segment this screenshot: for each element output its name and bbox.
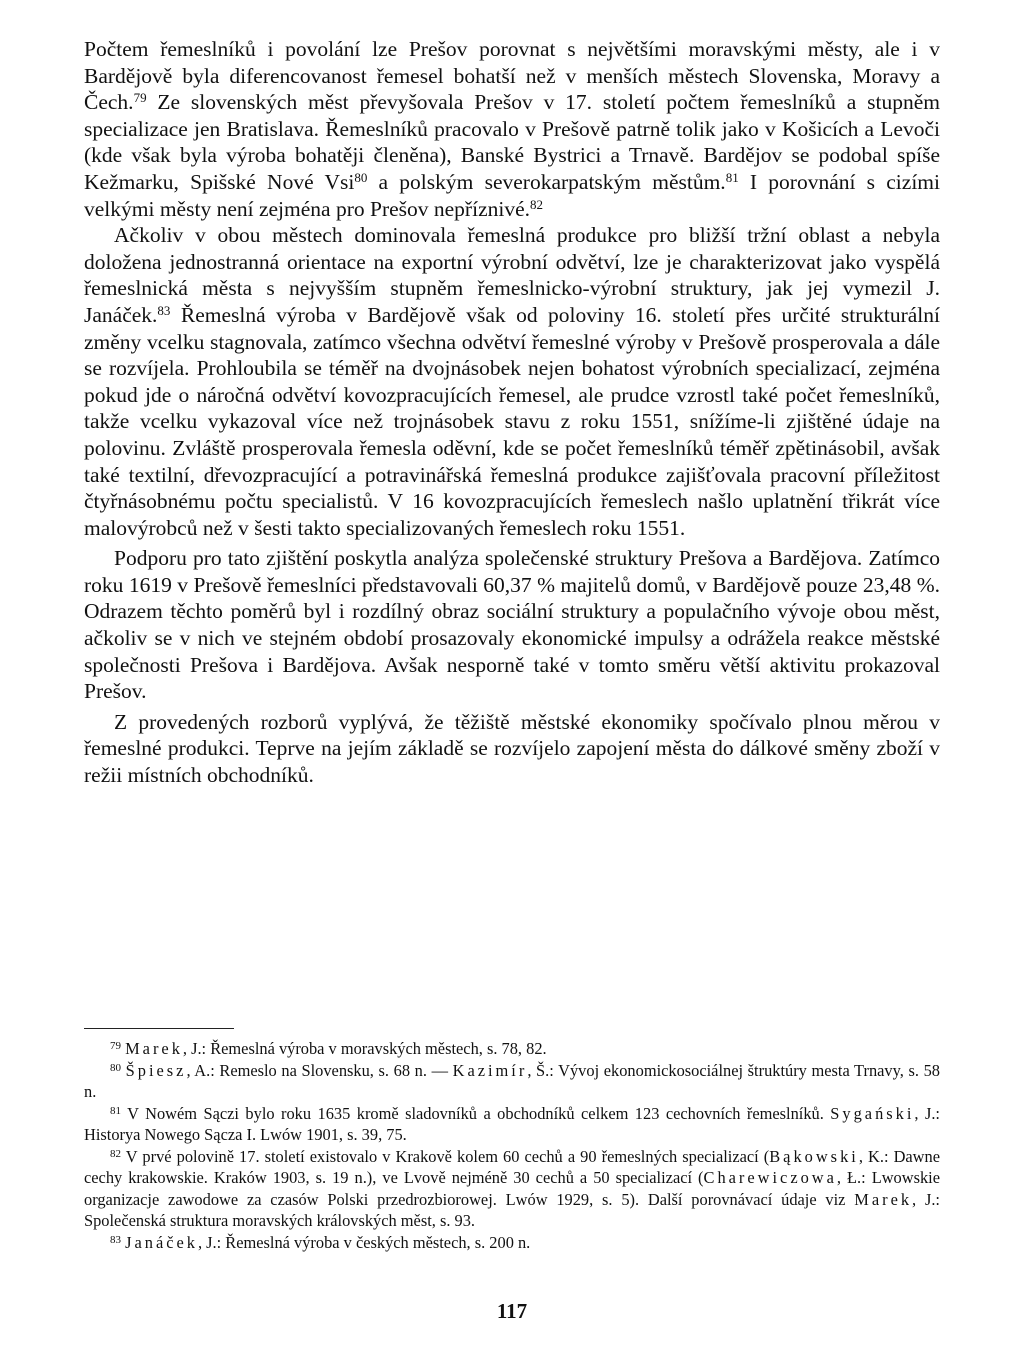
footnote-text: , J.: Společenská struktura moravských královských měst, s. 93. — [84, 1189, 940, 1230]
footnotes — [84, 1038, 940, 1253]
author-name: Kazimír — [452, 1060, 528, 1080]
footnote-80 — [84, 1060, 940, 1103]
paragraph-text: I porovnání s cizími velkými městy není zejména pro Prešov nepříznivé. — [84, 169, 940, 221]
author-name: Charewiczowa — [703, 1168, 837, 1187]
footnote-text: , A.: Remeslo na Slovensku, s. 68 n. — — [186, 1060, 453, 1080]
author-name: Janáček — [125, 1232, 198, 1252]
footnote-number: 83 — [110, 1233, 121, 1246]
footnote-ref: 80 — [354, 169, 368, 185]
paragraph-2 — [84, 222, 940, 541]
paragraph-text: a polským severokarpatským městům. — [367, 169, 726, 194]
footnote-ref: 79 — [133, 90, 147, 106]
footnote-number: 81 — [110, 1104, 121, 1117]
footnote-ref: 81 — [725, 169, 739, 185]
footnote-text: , J.: Řemeslná výroba v českých městech, s. 200 n. — [197, 1232, 531, 1252]
footnote-ref: 83 — [157, 302, 171, 318]
author-name: Marek — [125, 1039, 183, 1058]
author-name: Marek — [854, 1189, 913, 1209]
author-name: Špiesz — [125, 1060, 187, 1080]
footnote-text: , Ł.: Lwowskie organizacje zawodowe za czasów Polski przedrozbiorowej. Lwów 1929, s. 5). Další porovnávací údaje viz — [84, 1168, 940, 1209]
paragraph-text: Ze slovenských měst převyšovala Prešov v 17. století počtem řemeslníků a stupněm specializace jen Bratislava. Řemeslníků pracovalo v Prešově patrně tolik jako v Košicích a Levoči (kde však byla výroba bohatěji členěna), Banské Bystrici a Trnavě. Bardějov se podobal spíše Kežmarku, Spišské Nové Vsi — [84, 90, 940, 194]
paragraph-text: Řemeslná výroba v Bardějově však od poloviny 16. století přes určité strukturální změny vcelku stagnovala, zatímco všechna odvětví řemeslné výroby v Prešově prosperovala a dále se rozvíjela. Prohloubila se téměř na dvojnásobek nejen bohatost výrobních specializací, zejména pokud jde o náročná odvětví kovozpracujících řemesel, ale prudce vzrostl také počet řemeslníků, takže vcelku vykazoval více než trojnásobek stavu z roku 1551, snížíme-li zjištěné údaje na polovinu. Zvláště prosperovala řemesla oděvní, kde se počet řemeslníků téměř zpětinásobil, avšak také textilní, dřevozpracující a potravinářská řemeslná produkce zajišťovala pracovní příležitost čtyřnásobnému počtu specialistů. V 16 kovozpracujících řemeslech našlo uplatnění třikrát více malovýrobců než v šesti takto specializovaných řemeslech roku 1551. — [84, 302, 940, 540]
footnote-text: , K.: Dawne cechy krakowskie. Kraków 1903, s. 19 n.), ve Lvově nejméně 30 cechů a 50 specializací ( — [84, 1146, 940, 1187]
paragraph-3: Podporu pro tato zjištění poskytla analýza společenské struktury Prešova a Bardějova. Zatímco roku 1619 v Prešově řemeslníci představovali 60,37 % majitelů domů, v Bardějově pouze 23,48 %. Odrazem těchto poměrů byl i rozdílný obraz sociální struktury a populačního vývoje obou měst, ačkoliv se v nich ve stejném období prosazovaly ekonomické impulsy a odrážela reakce městské společnosti Prešova i Bardějova. Avšak nesporně také v tomto směru větší aktivitu prokazoval Prešov. — [84, 546, 940, 704]
footnote-text: , J.: Historya Nowego Sącza I. Lwów 1901, s. 39, 75. — [84, 1103, 940, 1144]
footnote-separator — [84, 1028, 234, 1029]
footnote-number: 82 — [110, 1147, 121, 1160]
footnote-81 — [84, 1103, 940, 1146]
footnote-text: V Nowém Sączi bylo roku 1635 kromě sladovníků a obchodníků celkem 123 cechovních řemeslníků. — [127, 1103, 831, 1123]
footnote-83 — [84, 1232, 940, 1254]
page-number: 117 — [496, 1299, 528, 1323]
paragraph-1 — [84, 36, 940, 222]
footnote-number: 79 — [110, 1040, 121, 1052]
author-name: Bąkowski — [769, 1146, 859, 1166]
footnote-text: , J.: Řemeslná výroba v moravských městech, s. 78, 82. — [182, 1039, 547, 1058]
author-name: Sygański — [830, 1103, 915, 1123]
main-text — [84, 36, 940, 789]
footnote-82 — [84, 1146, 940, 1232]
paragraph-text: Ačkoliv v obou městech dominovala řemeslná produkce pro bližší tržní oblast a nebyla doložena jednostranná orientace na exportní výrobní odvětví, lze je charakterizovat jako vyspělá řemeslnická města s nejvyšším stupněm řemeslnicko-výrobní struktury, jak jej vymezil J. Janáček. — [84, 223, 940, 327]
footnote-number: 80 — [110, 1061, 121, 1074]
footnote-ref: 82 — [530, 196, 543, 212]
paragraph-4: Z provedených rozborů vyplývá, že těžiště městské ekonomiky spočívalo plnou měrou v řemeslné produkci. Teprve na jejím základě se rozvíjelo zapojení města do dálkové směny zboží v režii místních obchodníků. — [84, 709, 940, 788]
footnote-text: V prvé polovině 17. století existovalo v Krakově kolem 60 cechů a 90 řemeslných specializací ( — [125, 1146, 770, 1166]
footnote-text: , Š.: Vývoj ekonomickosociálnej štruktúry mesta Trnavy, s. 58 n. — [84, 1060, 940, 1101]
footnote-79 — [84, 1038, 940, 1060]
paragraph-text: Počtem řemeslníků i povolání lze Prešov porovnat s největšími moravskými městy, ale i v Bardějově byla diferencovanost řemesel bohatší než v menších městech Slovenska, Moravy a Čech. — [84, 37, 940, 115]
